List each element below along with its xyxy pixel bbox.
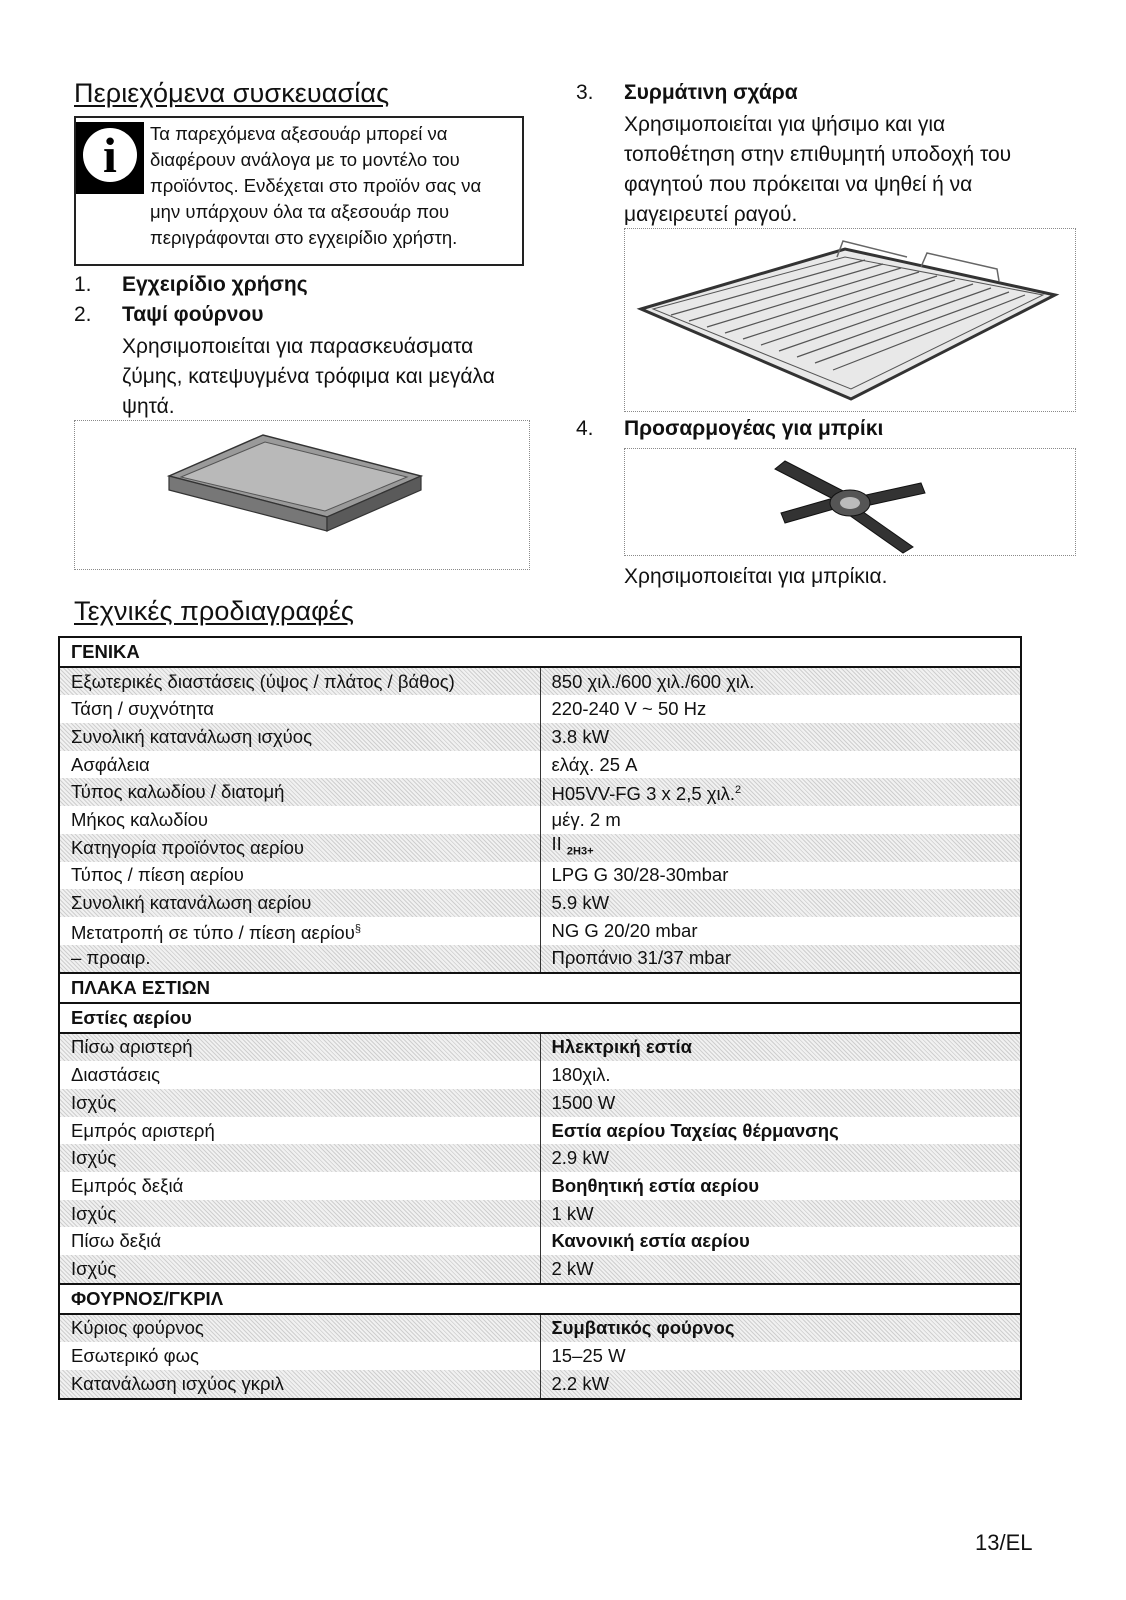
item-title: Εγχειρίδιο χρήσης: [122, 273, 308, 296]
spec-value-cell: [540, 1033, 1021, 1062]
spec-value: 3.8 kW: [551, 725, 610, 747]
coffee-adapter-image: [624, 448, 1076, 556]
spec-value: ελάχ. 25 A: [551, 753, 638, 775]
spec-label: Κατανάλωση ισχύος γκριλ: [71, 1372, 284, 1394]
spec-label: Κύριος φούρνος: [71, 1317, 204, 1339]
accessory-2-description: [122, 332, 542, 422]
spec-value: μέγ. 2 m: [551, 808, 621, 830]
spec-section-row: [59, 1284, 1021, 1314]
spec-label: Ισχύς: [71, 1091, 117, 1113]
spec-label-cell: [59, 834, 540, 862]
spec-value: II: [551, 833, 567, 854]
spec-label: Τύπος καλωδίου / διατομή: [71, 781, 285, 803]
spec-row: [59, 1255, 1021, 1284]
spec-value-cell: [540, 862, 1021, 890]
spec-label-cell: [59, 1227, 540, 1255]
accessory-item-1: [74, 270, 514, 300]
item-number: 3.: [576, 81, 594, 104]
spec-label: Μήκος καλωδίου: [71, 808, 209, 830]
spec-value-cell: [540, 1172, 1021, 1200]
description-line: ψητά.: [122, 395, 175, 418]
spec-label-cell: [59, 1089, 540, 1117]
spec-label-cell: [59, 1255, 540, 1284]
spec-row: [59, 1089, 1021, 1117]
spec-value: 180χιλ.: [551, 1064, 611, 1086]
spec-label: – προαιρ.: [71, 947, 151, 969]
info-note-text: [150, 121, 518, 251]
spec-section-title: ΓΕΝΙΚΑ: [59, 637, 1021, 667]
spec-value: Συμβατικός φούρνος: [551, 1317, 735, 1339]
spec-value: H05VV-FG 3 x 2,5 χιλ.: [551, 783, 735, 805]
spec-section-row: [59, 973, 1021, 1003]
spec-row: [59, 1117, 1021, 1145]
spec-label: Εμπρός αριστερή: [71, 1119, 215, 1141]
spec-value: 5.9 kW: [551, 892, 610, 914]
spec-row: [59, 1200, 1021, 1228]
spec-value-cell: [540, 945, 1021, 974]
spec-row: [59, 1227, 1021, 1255]
spec-value-cell: [540, 806, 1021, 834]
description-line: μαγειρευτεί ραγού.: [624, 203, 798, 226]
spec-label-cell: [59, 1144, 540, 1172]
spec-label-superscript: §: [354, 922, 361, 935]
spec-label-cell: [59, 1370, 540, 1399]
spec-label-cell: [59, 806, 540, 834]
spec-label: Τάση / συχνότητα: [71, 698, 214, 720]
accessories-heading: Περιεχόμενα συσκευασίας: [74, 78, 390, 108]
description-line: Χρησιμοποιείται για μπρίκια.: [624, 565, 888, 588]
spec-value-cell: [540, 889, 1021, 917]
spec-value-cell: [540, 1089, 1021, 1117]
spec-row: [59, 723, 1021, 751]
spec-value: NG G 20/20 mbar: [551, 919, 698, 941]
spec-label-cell: [59, 1200, 540, 1228]
spec-value: 2 kW: [551, 1257, 594, 1279]
spec-value-cell: [540, 1314, 1021, 1343]
page-number: 13/EL: [975, 1530, 1033, 1555]
spec-value-cell: [540, 1144, 1021, 1172]
wire-grill-image: [624, 228, 1076, 412]
description-line: Χρησιμοποιείται για παρασκευάσματα: [122, 335, 474, 358]
spec-value: 850 χιλ./600 χιλ./600 χιλ.: [551, 670, 755, 692]
spec-value: Ηλεκτρική εστία: [551, 1036, 693, 1058]
spec-value-cell: [540, 1200, 1021, 1228]
info-note-line: προϊόντος. Ενδέχεται στο προϊόν σας να: [150, 175, 482, 196]
spec-row: [59, 945, 1021, 974]
item-title: Ταψί φούρνου: [122, 303, 264, 326]
spec-value-cell: [540, 1227, 1021, 1255]
accessory-4-description: [624, 562, 1064, 592]
spec-label-cell: [59, 1033, 540, 1062]
info-note-box: [74, 116, 524, 266]
accessory-item-4: [576, 414, 1056, 444]
spec-value: 1 kW: [551, 1202, 594, 1224]
spec-label-cell: [59, 1117, 540, 1145]
spec-section-title: ΦΟΥΡΝΟΣ/ΓΚΡΙΛ: [59, 1284, 1021, 1314]
spec-value-cell: [540, 1342, 1021, 1370]
spec-row: [59, 889, 1021, 917]
spec-label: Τύπος / πίεση αερίου: [71, 864, 244, 886]
spec-value-superscript: 2: [734, 784, 742, 797]
item-number: 1.: [74, 273, 92, 296]
item-number: 2.: [74, 303, 92, 326]
info-note-line: Τα παρεχόμενα αξεσουάρ μπορεί να: [150, 123, 448, 144]
spec-label-cell: [59, 695, 540, 723]
spec-section-title: Εστίες αερίου: [59, 1003, 1021, 1033]
spec-label: Εμπρός δεξιά: [71, 1174, 184, 1196]
description-line: Χρησιμοποιείται για ψήσιμο και για: [624, 113, 946, 136]
spec-value-cell: [540, 1255, 1021, 1284]
spec-label-cell: [59, 1314, 540, 1343]
spec-row: [59, 917, 1021, 945]
spec-row: [59, 1061, 1021, 1089]
spec-label: Ισχύς: [71, 1202, 117, 1224]
spec-label-cell: [59, 1061, 540, 1089]
spec-value: 2.9 kW: [551, 1147, 610, 1169]
spec-row: [59, 862, 1021, 890]
spec-value-cell: [540, 778, 1021, 806]
specs-table: [58, 636, 1022, 1400]
spec-label-cell: [59, 862, 540, 890]
accessory-3-description: [624, 110, 1084, 230]
spec-value: 15–25 W: [551, 1345, 626, 1367]
info-note-line: μην υπάρχουν όλα τα αξεσουάρ που: [150, 201, 450, 222]
oven-tray-image: [74, 420, 530, 570]
accessory-item-2: [74, 300, 514, 330]
spec-section-row: [59, 637, 1021, 667]
spec-label-cell: [59, 751, 540, 779]
spec-value: Κανονική εστία αερίου: [551, 1230, 750, 1252]
spec-value-cell: [540, 834, 1021, 862]
oven-tray-illustration: [75, 421, 529, 569]
spec-row: [59, 1172, 1021, 1200]
specs-heading: Τεχνικές προδιαγραφές: [74, 596, 355, 626]
spec-label: Ισχύς: [71, 1257, 117, 1279]
spec-label: Εξωτερικές διαστάσεις (ύψος / πλάτος / βάθος): [71, 670, 455, 692]
spec-value-cell: [540, 723, 1021, 751]
item-number: 4.: [576, 417, 594, 440]
spec-label-cell: [59, 778, 540, 806]
spec-value-cell: [540, 1370, 1021, 1399]
coffee-adapter-illustration: [625, 449, 1075, 555]
spec-label: Διαστάσεις: [71, 1064, 161, 1086]
spec-value-cell: [540, 1117, 1021, 1145]
spec-row: [59, 1144, 1021, 1172]
spec-label-cell: [59, 1172, 540, 1200]
spec-section-row: [59, 1003, 1021, 1033]
spec-row: [59, 1370, 1021, 1399]
spec-value: Προπάνιο 31/37 mbar: [551, 947, 731, 969]
info-note-line: περιγράφονται στο εγχειρίδιο χρήστη.: [150, 227, 458, 248]
spec-value-cell: [540, 917, 1021, 945]
spec-label-cell: [59, 917, 540, 945]
spec-row: [59, 806, 1021, 834]
spec-value-cell: [540, 695, 1021, 723]
spec-row: [59, 1342, 1021, 1370]
item-title: Προσαρμογέας για μπρίκι: [624, 417, 884, 440]
spec-label: Ασφάλεια: [71, 753, 150, 775]
spec-label: Πίσω δεξιά: [71, 1230, 162, 1252]
spec-value-subscript: 2H3+: [566, 845, 594, 858]
spec-label-cell: [59, 1342, 540, 1370]
description-line: ζύμης, κατεψυγμένα τρόφιμα και μεγάλα: [122, 365, 495, 388]
spec-value: 1500 W: [551, 1091, 616, 1113]
info-icon: i: [76, 122, 144, 194]
accessory-item-3: [576, 78, 1056, 108]
spec-row: [59, 1033, 1021, 1062]
spec-label: Μετατροπή σε τύπο / πίεση αερίου: [71, 921, 355, 943]
spec-row: [59, 1314, 1021, 1343]
spec-row: [59, 834, 1021, 862]
spec-label: Κατηγορία προϊόντος αερίου: [71, 836, 305, 858]
spec-value: 2.2 kW: [551, 1372, 610, 1394]
spec-label-cell: [59, 667, 540, 696]
spec-row: [59, 778, 1021, 806]
spec-label: Ισχύς: [71, 1147, 117, 1169]
spec-row: [59, 695, 1021, 723]
spec-row: [59, 667, 1021, 696]
spec-value-cell: [540, 1061, 1021, 1089]
spec-label-cell: [59, 723, 540, 751]
spec-label: Εσωτερικό φως: [71, 1345, 199, 1367]
spec-value: 220-240 V ~ 50 Hz: [551, 698, 707, 720]
spec-value: Εστία αερίου Ταχείας θέρμανσης: [551, 1119, 839, 1141]
spec-label: Πίσω αριστερή: [71, 1036, 193, 1058]
spec-value-cell: [540, 751, 1021, 779]
wire-grill-illustration: [625, 229, 1075, 411]
spec-label: Συνολική κατανάλωση ισχύος: [71, 725, 313, 747]
spec-value-cell: [540, 667, 1021, 696]
spec-row: [59, 751, 1021, 779]
item-title: Συρμάτινη σχάρα: [624, 81, 798, 104]
spec-label: Συνολική κατανάλωση αερίου: [71, 892, 312, 914]
spec-value: LPG G 30/28-30mbar: [551, 864, 729, 886]
description-line: φαγητού που πρόκειται να ψηθεί ή να: [624, 173, 973, 196]
spec-label-cell: [59, 889, 540, 917]
description-line: τοποθέτηση στην επιθυμητή υποδοχή του: [624, 143, 1012, 166]
info-note-line: διαφέρουν ανάλογα με το μοντέλο του: [150, 149, 460, 170]
spec-label-cell: [59, 945, 540, 974]
spec-value: Βοηθητική εστία αερίου: [551, 1174, 760, 1196]
spec-section-title: ΠΛΑΚΑ ΕΣΤΙΩΝ: [59, 973, 1021, 1003]
